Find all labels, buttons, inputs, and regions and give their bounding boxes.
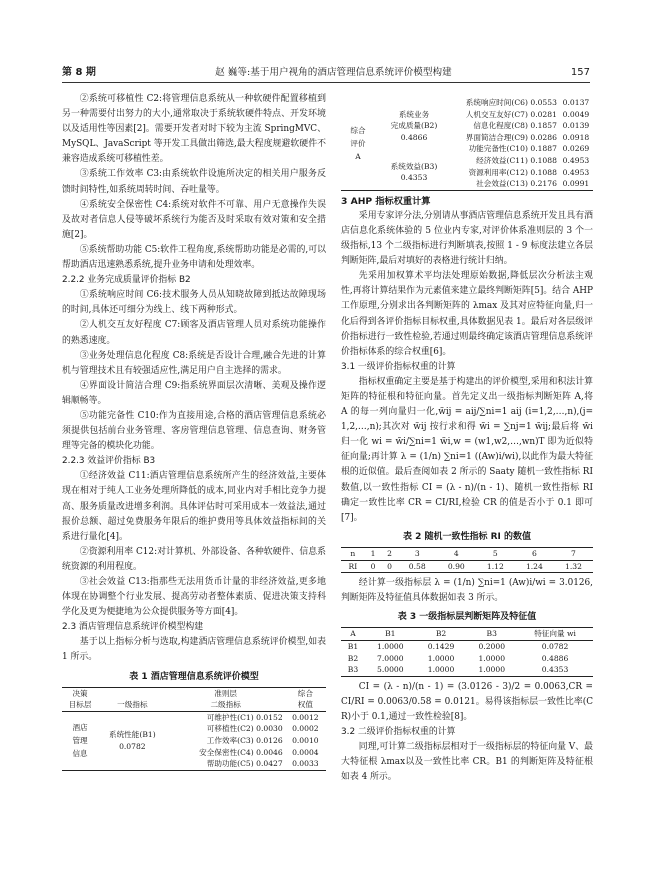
header-rule xyxy=(62,82,590,83)
table2-caption: 表 2 随机一致性指标 RI 的数值 xyxy=(402,531,532,542)
para-c7: ②人机交互友好程度 C7:顾客及酒店管理人员对系统功能操作的熟悉速度。 xyxy=(62,320,326,346)
t1-c5-w: 0.0427 xyxy=(256,759,283,769)
t1c-row-c7 xyxy=(453,109,559,121)
para-c5: ⑤系统帮助功能 C5:软件工程角度,系统帮助功能是必需的,可以帮助酒店迅速熟悉系统,提升业务申请和处理效率。 xyxy=(62,244,326,271)
t2-n-7: 7 xyxy=(571,548,576,558)
t3-r1-c3: 0.2000 xyxy=(478,641,506,651)
t1c-c11-label: 经济效益(C11) xyxy=(476,155,528,165)
t1-head-level2: 二级指标 xyxy=(210,700,241,710)
t2-ri-6: 1.24 xyxy=(525,561,543,571)
t1-row-c4 xyxy=(167,747,285,759)
t3-header-row xyxy=(341,628,593,641)
t3-r2-c0: B2 xyxy=(347,653,359,663)
t1-c5-label: 帮助功能(C5) xyxy=(206,759,254,769)
left-column xyxy=(62,92,326,771)
t3-r1-c4: 0.0782 xyxy=(541,641,569,651)
para-c4: ④系统安全保密性 C4:系统对软件不可靠、用户无意操作失误及故对者信息人侵等破坏系统行为能否及时采取有效对策和安全措施[2]。 xyxy=(62,199,326,240)
t1-c5-total: 0.0033 xyxy=(292,759,319,769)
t2-n-4: 4 xyxy=(453,548,459,558)
para-c2: ②系统可移植性 C2:将管理信息系统从一种软硬件配置移植到另一种需要付出努力的大小,通常取决于系统软硬件特点、开发环境以及适用性等因素[2]。需要开发者对时下较为主流 SpringMVC、MySQL、JavaScript 等开发工具做出筛选,最大程度规避软硬件不兼容造成系统可移植性差。 xyxy=(62,94,326,165)
table2 xyxy=(341,547,593,573)
t1c-c8-label: 信息化程度(C8) xyxy=(473,121,528,131)
t1c-row-c12 xyxy=(453,167,559,179)
t1-c2-label: 可移植性(C2) xyxy=(206,724,254,734)
t2-ri-2: 0 xyxy=(387,561,392,571)
t3-h-b3: B3 xyxy=(486,629,497,639)
table1-caption: 表 1 酒店管理信息系统评价模型 xyxy=(129,671,259,682)
para-c3: ③系统工作效率 C3:由系统软件设施所决定的相关用户服务反馈时间特性,如系统周转时间、吞吐量等。 xyxy=(62,169,326,195)
para-23: 基于以上指标分析与选取,构建酒店管理信息系统评价模型,如表 1 所示。 xyxy=(62,637,326,663)
t1-row-c2 xyxy=(167,723,285,735)
t1c-b3-label: 系统效益(B3) xyxy=(390,161,438,171)
para-c6: ①系统响应时间 C6:技术服务人员从知晓故障到抵达故障现场的时间,具体还可细分为线上、线下两种形式。 xyxy=(62,290,326,316)
t1c-b2-label: 系统业务 完成质量(B2) xyxy=(390,109,438,131)
para-c10: ⑤功能完备性 C10:作为直接用途,合格的酒店管理信息系统必须提供包括前台业务管理、客房管理信息管理、信息查询、财务管理等完备的模块化功能。 xyxy=(62,410,326,452)
t3-r1-c2: 0.1429 xyxy=(427,641,455,651)
t3-r1-c0: B1 xyxy=(347,641,359,651)
heading-223: 2.2.3 效益评价指标 B3 xyxy=(62,456,156,467)
t1c-c12-w: 0.1088 xyxy=(530,167,557,177)
t1c-row-c13 xyxy=(453,178,559,190)
t1c-c6-total: 0.0137 xyxy=(562,98,590,107)
table3 xyxy=(341,627,593,676)
t1c-decision-cell: 综合 评价 A xyxy=(350,125,366,161)
table1-part1 xyxy=(62,687,326,771)
t3-r3-c0: B3 xyxy=(347,665,359,675)
t1c-b2-cell xyxy=(375,97,453,155)
para-c11: ①经济效益 C11:酒店管理信息系统所产生的经济效益,主要体现在相对于纯人工业务处理所降低的成本,同业内对手相比竞争力提高、服务质量改进增多利润。具体评估时可采用成本一效益法,通过报价总额、超过免费服务年限后的维护费用等具体效益指标间的关系进行量化[4]。 xyxy=(62,471,326,542)
para-3-2: 先采用加权算术平均法处理原始数据,降低层次分析法主观性,再将计算结果作为元素值来建立最终判断矩阵[5]。结合 AHP 工作原理,分别求出各判断矩阵的 λmax 及其对应特征向量,归一化后得到各评价指标目标权重,具体数据见表 1。最后对各层级评价指标进行一致性检验,若通过则最终确定该酒店管理信息系统评价指标体系的综合权重[6]。 xyxy=(341,271,593,357)
t3-h-b2: B2 xyxy=(435,629,447,639)
t1-c1-label: 可维护性(C1) xyxy=(206,712,254,722)
t1-row-c1 xyxy=(167,711,285,723)
t3-h-b1: B1 xyxy=(385,629,396,639)
t3-r2-c2: 1.0000 xyxy=(427,653,455,663)
t2-n-label: n xyxy=(350,548,356,558)
t3-h-a: A xyxy=(350,629,356,639)
t1c-c7-total: 0.0049 xyxy=(562,109,590,119)
heading-23: 2.3 酒店管理信息系统评价模型构建 xyxy=(62,622,204,633)
t1c-c12-total: 0.4953 xyxy=(562,167,590,177)
t1c-row-c10 xyxy=(453,143,559,155)
t1-c3-w: 0.0126 xyxy=(256,736,283,746)
running-title: 赵 巍等:基于用户视角的酒店管理信息系统评价模型构建 xyxy=(215,66,452,78)
para-31: 指标权重确定主要是基于构建出的评价模型,采用和积法计算矩阵的特征根和特征向量。首先定义出一级指标判断矩阵 A,将 A 的每一列向量归一化,w̃ij = aij/∑ni=1 aij (i=1,2,…,n),(j=1,2,…,n);其次对 w̃ij 按行求和得 w̃i = ∑nj=1 w̃ij;最后将 w̃i 归一化 wi = w̃i/∑ni=1 w̃i,w = (w1,w2,…,wn)T 即为近似特征向量;再计算 λ = (1/n) ∑ni=1 ((Aw)i/wi),以此作为最大特征根的近似值。最后查阅如表 2 所示的 Saaty 随机一致性指标 RI 数值,以一致性指标 CI = (λ - n)/(n - 1)、随机一致性指标 RI 确定一致性比率 CR = CI/RI,检验 CR 的值是否小于 0.1 即可[7]。 xyxy=(341,376,593,523)
para-c13: ③社会效益 C13:指那些无法用货币计量的非经济效益,更多地体现在协调整个行业发展、提高劳动者整体素质、促进决策支持科学化及更为便捷地为公众提供服务等方面[4]。 xyxy=(62,577,326,618)
t1c-row-c9 xyxy=(453,132,559,144)
t1c-c9-label: 界面简洁合理(C9) xyxy=(465,132,528,142)
table1-part2 xyxy=(341,97,593,191)
t1-head-decision: 决策 xyxy=(72,688,88,698)
t1-c1-w: 0.0152 xyxy=(256,712,283,722)
t1c-c12-label: 资源利用率(C12) xyxy=(468,167,528,177)
para-c8: ③业务处理信息化程度 C8:系统是否设计合理,融合先进的计算机与管理技术且有较强适应性,满足用户自主选择的需求。 xyxy=(62,350,326,376)
heading-3: 3 AHP 指标权重计算 xyxy=(341,195,431,207)
t1-head-weight2: 权值 xyxy=(297,700,313,710)
t1-c4-total: 0.0004 xyxy=(292,747,319,757)
t1c-c10-w: 0.1887 xyxy=(530,144,557,154)
t1-c4-label: 安全保密性(C4) xyxy=(199,747,254,757)
t1c-row-c8 xyxy=(453,120,559,132)
t3-h-w: 特征向量 wi xyxy=(534,629,576,639)
t1-c4-w: 0.0046 xyxy=(256,747,283,757)
t1-b1-label: 系统性能(B1) xyxy=(109,730,156,740)
t1c-c13-w: 0.2176 xyxy=(530,179,557,189)
t1c-row-c6 xyxy=(453,97,559,109)
t3-r1-c1: 1.0000 xyxy=(377,641,404,651)
t1c-c11-total: 0.4953 xyxy=(562,155,590,165)
table3-caption: 表 3 一级指标层判断矩阵及特征值 xyxy=(397,612,537,623)
page-number: 157 xyxy=(570,66,590,78)
t1-c3-label: 工作效率(C3) xyxy=(206,736,254,746)
t1-head-target: 目标层 xyxy=(68,700,92,710)
t1c-c11-w: 0.1088 xyxy=(530,155,557,165)
t3-r3-c4: 0.4353 xyxy=(541,665,569,675)
t1-c3-total: 0.0010 xyxy=(292,736,319,746)
para-c9: ④界面设计简洁合理 C9:指系统界面层次清晰、美观及操作逻辑顺畅等。 xyxy=(62,380,326,406)
right-column xyxy=(341,97,593,785)
t1-c2-total: 0.0002 xyxy=(292,724,319,734)
table2-ri-row xyxy=(341,560,593,573)
t2-ri-1: 0 xyxy=(370,561,376,571)
heading-31: 3.1 一级评价指标权重的计算 xyxy=(341,361,456,372)
para-after-t2: 经计算一级指标层 λ = (1/n) ∑ni=1 (Aw)i/wi = 3.0126,判断矩阵及特征值具体数据如表 3 所示。 xyxy=(341,578,593,604)
running-header xyxy=(62,64,590,80)
t1c-c6-label: 系统响应时间(C6) xyxy=(465,98,528,107)
t3-row-b3 xyxy=(341,664,593,676)
t3-r2-c1: 7.0000 xyxy=(377,653,404,663)
t1-head-level1: 一级指标 xyxy=(117,700,148,710)
t2-ri-5: 1.12 xyxy=(486,561,504,571)
para-ci: CI = (λ - n)/(n - 1) = (3.0126 - 3)/2 = 0.0063,CR = CI/RI = 0.0063/0.58 = 0.0121。易得该指标层一致性比率(CR)小于 0.1,通过一致性检验[8]。 xyxy=(341,681,593,722)
t2-ri-7: 1.32 xyxy=(565,561,582,571)
t1-b1-cell xyxy=(98,711,166,770)
t1-row-c5 xyxy=(167,758,285,770)
t1c-c7-label: 人机交互友好(C7) xyxy=(465,109,528,119)
t1c-c8-w: 0.1857 xyxy=(530,121,557,131)
t2-n-1: 1 xyxy=(370,548,376,558)
para-3-1: 采用专家评分法,分别请从事酒店管理信息系统开发且具有酒店信息化系统体验的 5 位业内专家,对评价体系准则层的 3 个一级指标,13 个二级指标进行判断填表,按照 1 - 9 标度法建立各层判断矩阵,最后对填好的表格进行统计归纳。 xyxy=(341,210,593,267)
t1c-row-c11 xyxy=(453,155,559,167)
t3-r3-c1: 5.0000 xyxy=(377,665,404,675)
para-32: 同理,可计算二级指标层相对于一级指标层的特征向量 V、最大特征根 λmax以及一致性比率 CR。B1 的判断矩阵及特征根如表 4 所示。 xyxy=(341,742,593,783)
t2-n-2: 2 xyxy=(387,548,392,558)
t1-b1-weight: 0.0782 xyxy=(119,741,146,751)
t2-ri-label: RI xyxy=(348,561,358,571)
t1c-b3-cell xyxy=(375,155,453,190)
t1-head-weight: 综合 xyxy=(297,688,313,698)
heading-222: 2.2.2 业务完成质量评价指标 B2 xyxy=(62,275,191,286)
t1c-b2-weight: 0.4866 xyxy=(400,132,428,142)
t1c-c13-label: 社会效益(C13) xyxy=(476,179,528,189)
t1-head-criteria: 准则层 xyxy=(214,688,238,698)
t2-ri-4: 0.90 xyxy=(447,561,465,571)
table2-n-row xyxy=(341,547,593,560)
issue-number: 第 8 期 xyxy=(62,66,96,78)
t1-row-c3 xyxy=(167,735,285,747)
t1-decision-cell: 酒店 管理 信息 xyxy=(72,723,88,759)
t1c-c7-w: 0.0281 xyxy=(530,109,557,119)
t2-n-3: 3 xyxy=(414,548,420,558)
t1c-c9-total: 0.0918 xyxy=(562,132,590,142)
t1-c2-w: 0.0030 xyxy=(256,724,283,734)
para-c12: ②资源利用率 C12:对计算机、外部设备、各种软硬件、信息系统资源的利用程度。 xyxy=(62,546,326,572)
t3-r2-c4: 0.4886 xyxy=(541,653,569,663)
t2-n-5: 5 xyxy=(492,548,498,558)
t1c-c10-total: 0.0269 xyxy=(562,144,590,154)
t1c-c8-total: 0.0139 xyxy=(562,121,590,131)
t1c-c9-w: 0.0286 xyxy=(530,132,557,142)
heading-32: 3.2 二级评价指标权重的计算 xyxy=(341,727,456,738)
t3-r2-c3: 1.0000 xyxy=(478,653,506,663)
t2-n-6: 6 xyxy=(531,548,537,558)
t1c-c10-label: 功能完备性(C10) xyxy=(468,144,528,154)
t3-r3-c2: 1.0000 xyxy=(427,665,455,675)
t1c-c6-w: 0.0553 xyxy=(530,98,557,107)
t1-c1-total: 0.0012 xyxy=(292,712,319,722)
t3-row-b1 xyxy=(341,640,593,652)
t1c-b3-weight: 0.4353 xyxy=(400,173,428,183)
t2-ri-3: 0.58 xyxy=(408,561,426,571)
t3-r3-c3: 1.0000 xyxy=(478,665,506,675)
t1c-c13-total: 0.0991 xyxy=(562,179,590,189)
t3-row-b2 xyxy=(341,653,593,665)
